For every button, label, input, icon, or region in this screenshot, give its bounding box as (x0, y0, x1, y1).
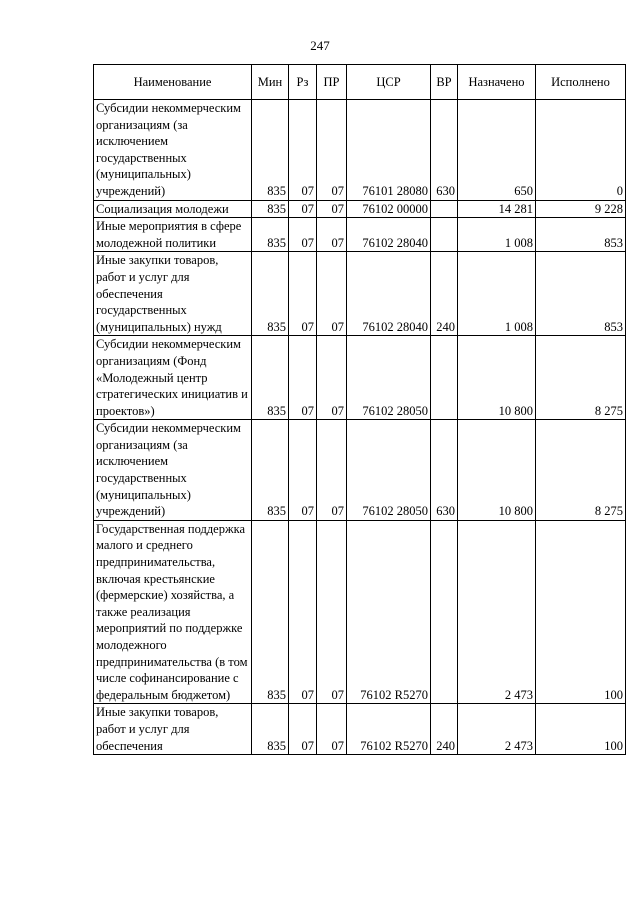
row-name: Социализация молодежи (94, 200, 252, 218)
row-vr: 240 (431, 704, 458, 755)
row-pr: 07 (317, 100, 347, 201)
header-rz: Рз (289, 65, 317, 100)
row-name: Субсидии некоммерческим организациям (Фонд «Молодежный центр стратегических инициатив и проектов») (94, 336, 252, 420)
table-body (94, 100, 626, 755)
header-name: Наименование (94, 65, 252, 100)
budget-table (93, 64, 626, 755)
header-pr: ПР (317, 65, 347, 100)
header-vr: ВР (431, 65, 458, 100)
row-rz: 07 (289, 100, 317, 201)
row-name: Иные закупки товаров, работ и услуг для обеспечения государственных (муниципальных) нужд (94, 252, 252, 336)
row-min: 835 (252, 252, 289, 336)
table-row (94, 252, 626, 336)
row-rz: 07 (289, 200, 317, 218)
row-pr: 07 (317, 336, 347, 420)
row-vr (431, 336, 458, 420)
table-row (94, 520, 626, 704)
row-min: 835 (252, 100, 289, 201)
row-executed: 0 (536, 100, 626, 201)
row-executed: 8 275 (536, 336, 626, 420)
row-csr: 76102 28040 (347, 252, 431, 336)
table-row (94, 704, 626, 755)
header-assigned: Назначено (458, 65, 536, 100)
row-name: Государственная поддержка малого и среднего предпринимательства, включая крестьянские (фермерские) хозяйства, а также реализация мероприятий по поддержке молодежного предпринимательства (в том числе софинансирование с федеральным бюджетом) (94, 520, 252, 704)
row-vr (431, 200, 458, 218)
row-executed: 853 (536, 218, 626, 252)
table-row (94, 336, 626, 420)
row-rz: 07 (289, 520, 317, 704)
row-pr: 07 (317, 252, 347, 336)
row-csr: 76102 28050 (347, 420, 431, 521)
row-name: Субсидии некоммерческим организациям (за исключением государственных (муниципальных) учреждений) (94, 420, 252, 521)
table-row (94, 420, 626, 521)
row-assigned: 1 008 (458, 218, 536, 252)
row-min: 835 (252, 420, 289, 521)
row-min: 835 (252, 218, 289, 252)
row-executed: 8 275 (536, 420, 626, 521)
row-vr: 240 (431, 252, 458, 336)
row-vr: 630 (431, 420, 458, 521)
row-assigned: 650 (458, 100, 536, 201)
row-pr: 07 (317, 704, 347, 755)
row-pr: 07 (317, 218, 347, 252)
row-csr: 76102 00000 (347, 200, 431, 218)
header-csr: ЦСР (347, 65, 431, 100)
row-csr: 76102 28040 (347, 218, 431, 252)
row-executed: 9 228 (536, 200, 626, 218)
row-csr: 76102 R5270 (347, 704, 431, 755)
row-assigned: 2 473 (458, 704, 536, 755)
row-name: Субсидии некоммерческим организациям (за исключением государственных (муниципальных) учреждений) (94, 100, 252, 201)
row-name: Иные мероприятия в сфере молодежной политики (94, 218, 252, 252)
table-row (94, 218, 626, 252)
page-number: 247 (310, 38, 330, 53)
row-rz: 07 (289, 420, 317, 521)
row-executed: 100 (536, 520, 626, 704)
row-rz: 07 (289, 218, 317, 252)
row-vr (431, 520, 458, 704)
row-rz: 07 (289, 704, 317, 755)
row-csr: 76101 28080 (347, 100, 431, 201)
row-pr: 07 (317, 420, 347, 521)
row-executed: 853 (536, 252, 626, 336)
row-assigned: 2 473 (458, 520, 536, 704)
table-row (94, 100, 626, 201)
header-executed: Исполнено (536, 65, 626, 100)
row-rz: 07 (289, 336, 317, 420)
table-row (94, 200, 626, 218)
row-assigned: 14 281 (458, 200, 536, 218)
table-header-row (94, 65, 626, 100)
row-min: 835 (252, 200, 289, 218)
row-rz: 07 (289, 252, 317, 336)
row-vr (431, 218, 458, 252)
row-min: 835 (252, 704, 289, 755)
row-pr: 07 (317, 200, 347, 218)
row-assigned: 1 008 (458, 252, 536, 336)
row-pr: 07 (317, 520, 347, 704)
row-min: 835 (252, 336, 289, 420)
row-vr: 630 (431, 100, 458, 201)
row-executed: 100 (536, 704, 626, 755)
header-min: Мин (252, 65, 289, 100)
row-assigned: 10 800 (458, 336, 536, 420)
row-assigned: 10 800 (458, 420, 536, 521)
row-csr: 76102 R5270 (347, 520, 431, 704)
row-name: Иные закупки товаров, работ и услуг для обеспечения (94, 704, 252, 755)
row-csr: 76102 28050 (347, 336, 431, 420)
row-min: 835 (252, 520, 289, 704)
